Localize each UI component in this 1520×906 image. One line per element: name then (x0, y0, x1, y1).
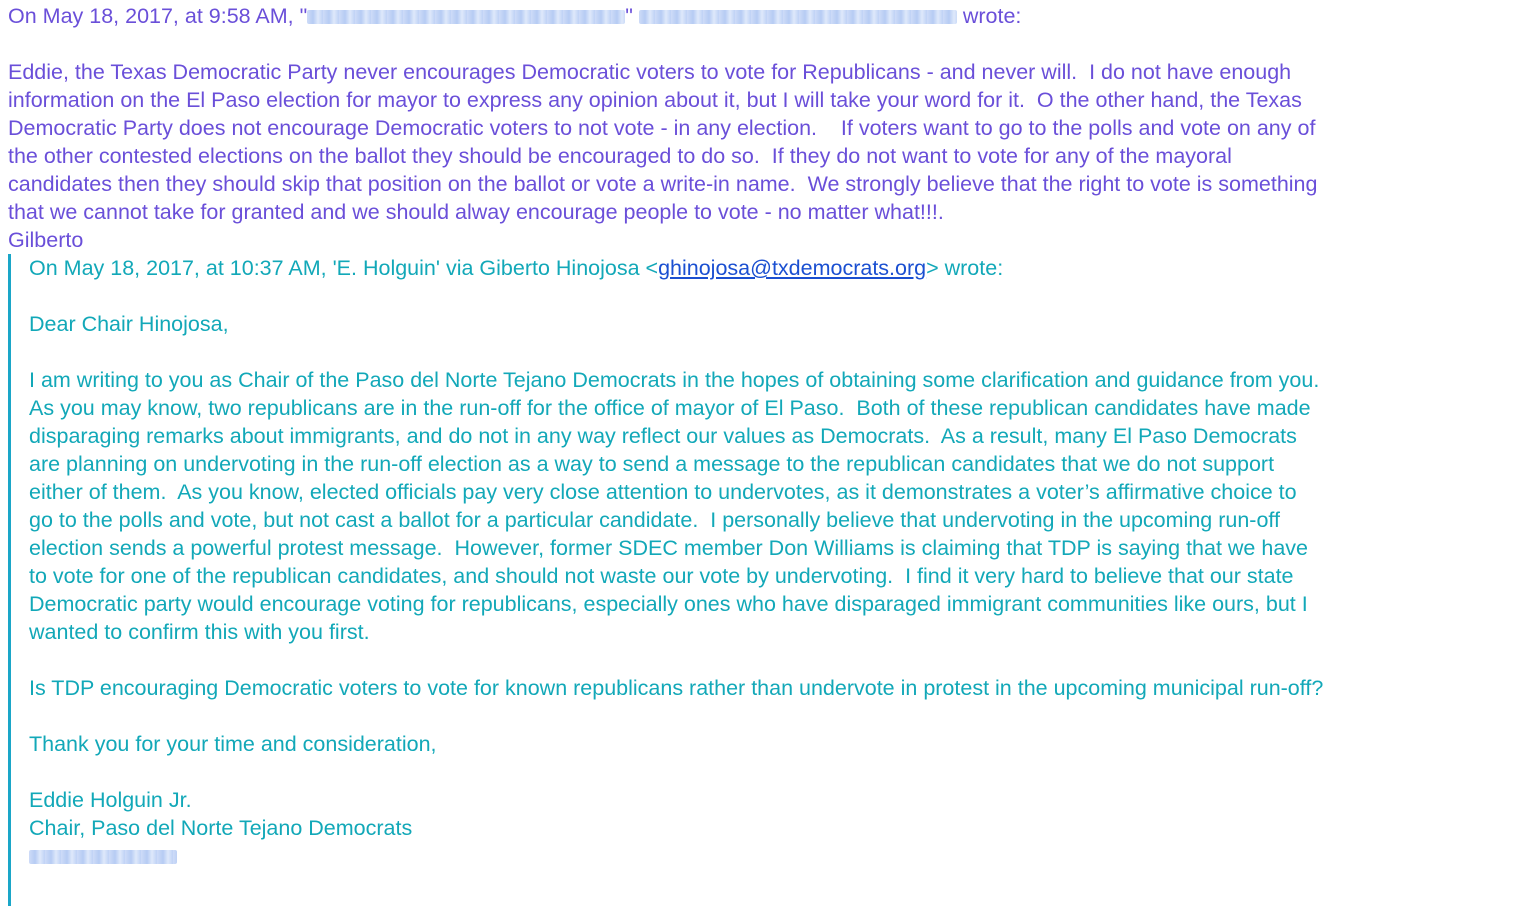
paragraph-line: are planning on undervoting in the run-off election as a way to send a message to the republican candidates that we do not support (29, 452, 1275, 476)
paragraph-line: disparaging remarks about immigrants, and do not in any way reflect our values as Democrats. As a result, many El Paso Democrats (29, 424, 1297, 448)
closing: Thank you for your time and consideration, (29, 732, 437, 756)
outer-email-header (8, 2, 1508, 30)
signature-name: Eddie Holguin Jr. (29, 788, 192, 812)
question: Is TDP encouraging Democratic voters to vote for known republicans rather than undervote in protest in the upcoming municipal run-off? (29, 676, 1324, 700)
quoted-header-suffix: > wrote: (926, 256, 1004, 280)
paragraph-line: to vote for one of the republican candidates, and should not waste our vote by undervoting. I find it very hard to believe that our state (29, 564, 1294, 588)
outer-header-suffix: wrote: (956, 4, 1022, 28)
paragraph-line: either of them. As you know, elected officials pay very close attention to undervotes, as it demonstrates a voter’s affirmative choice to (29, 480, 1297, 504)
outer-body-line: the other contested elections on the ballot they should be encouraged to do so. If they do not want to vote for any of the mayoral (8, 144, 1232, 168)
outer-email (8, 2, 1508, 254)
paragraph-line: Democratic party would encourage voting for republicans, especially ones who have disparaged immigrant communities like ours, but I (29, 592, 1308, 616)
signature-title: Chair, Paso del Norte Tejano Democrats (29, 816, 413, 840)
paragraph-line: wanted to confirm this with you first. (29, 620, 370, 644)
outer-body-line: Democratic Party does not encourage Democratic voters to not vote - in any election. If voters want to go to the polls and vote on any of (8, 116, 1316, 140)
redacted-email-address (639, 10, 957, 24)
outer-body-line: information on the El Paso election for mayor to express any opinion about it, but I will take your word for it. O the other hand, the Texas (8, 88, 1302, 112)
outer-header-mid: " (625, 4, 639, 28)
redacted-phone-number (29, 850, 177, 864)
redacted-phone (29, 842, 1508, 870)
email-link[interactable]: ghinojosa@txdemocrats.org (658, 256, 927, 280)
quoted-email (8, 254, 1508, 906)
quoted-email-header (29, 254, 1508, 282)
redacted-email-address (307, 10, 625, 24)
paragraph-line: I am writing to you as Chair of the Paso del Norte Tejano Democrats in the hopes of obtaining some clarification and guidance from you. (29, 368, 1320, 392)
paragraph-line: As you may know, two republicans are in the run-off for the office of mayor of El Paso. Both of these republican candidates have made (29, 396, 1311, 420)
outer-header-prefix: On May 18, 2017, at 9:58 AM, " (8, 4, 308, 28)
paragraph-line: election sends a powerful protest message. However, former SDEC member Don Williams is claiming that TDP is saying that we have (29, 536, 1308, 560)
outer-body-line: candidates then they should skip that position on the ballot or vote a write-in name. We strongly believe that the right to vote is something (8, 172, 1318, 196)
greeting: Dear Chair Hinojosa, (29, 312, 229, 336)
quoted-header-prefix: On May 18, 2017, at 10:37 AM, 'E. Holguin' via Giberto Hinojosa < (29, 256, 659, 280)
outer-body-line: Eddie, the Texas Democratic Party never encourages Democratic voters to vote for Republicans - and never will. I do not have enough (8, 60, 1292, 84)
outer-signature: Gilberto (8, 228, 84, 252)
paragraph-line: go to the polls and vote, but not cast a ballot for a particular candidate. I personally believe that undervoting in the upcoming run-off (29, 508, 1280, 532)
outer-body-line: that we cannot take for granted and we should alway encourage people to vote - no matter what!!!. (8, 200, 944, 224)
